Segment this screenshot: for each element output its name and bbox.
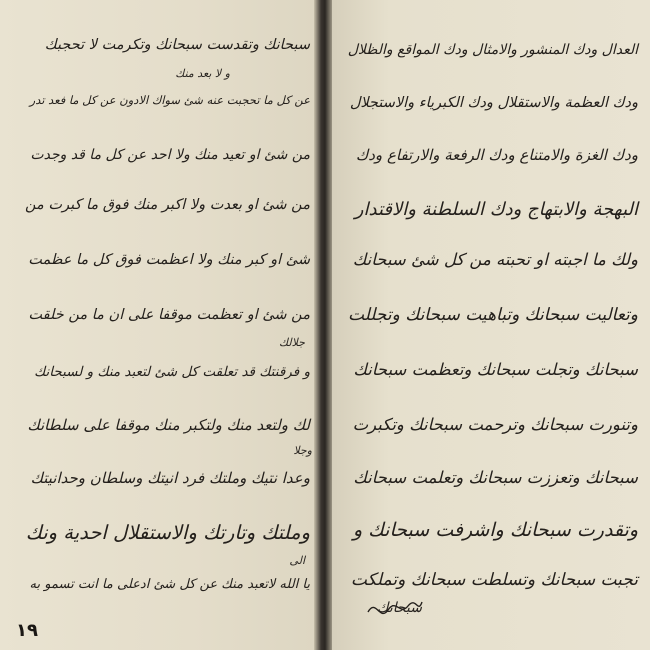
left-line-7: و فرقنتك قد تعلقت كل شئ لتعبد منك و لسبحانك xyxy=(34,364,310,380)
right-line-5: ولك ما اجبته او تحبته من كل شئ سبحانك xyxy=(352,250,638,269)
right-line-7: سبحانك وتجلت سبحانك وتعظمت سبحانك xyxy=(353,360,638,379)
gloss-4: الى xyxy=(289,554,305,567)
left-line-8: لك ولتعد منك ولتكبر منك موقفا على سلطانك xyxy=(27,416,310,434)
right-line-6: وتعاليت سبحانك وتباهيت سبحانك وتجللت xyxy=(347,305,638,325)
left-line-5: شئ او كبر منك ولا اعظمت فوق كل ما عظمت xyxy=(28,252,310,268)
left-line-1: سبحانك وتقدست سبحانك وتكرمت لا تحجبك xyxy=(44,37,310,53)
right-line-11: تجبت سبحانك وتسلطت سبحانك وتملكت xyxy=(350,570,638,590)
left-line-10: وملتك وتارتك والاستقلال احدية ونك xyxy=(25,521,310,544)
gloss-2: جلالك xyxy=(279,336,305,349)
left-line-3: من شئ او تعيد منك ولا احد عن كل ما قد وجدت xyxy=(30,147,310,163)
right-line-1: العدال ودك المنشور والامثال ودك المواقع والظلال xyxy=(347,42,638,58)
book-gutter xyxy=(314,0,334,650)
right-line-9: سبحانك وتعززت سبحانك وتعلمت سبحانك xyxy=(353,468,638,487)
left-line-9: وعدا نتيك وملتك فرد انيتك وسلطان وحدانيتك xyxy=(30,469,310,487)
right-line-10: وتقدرت سبحانك واشرفت سبحانك و xyxy=(352,519,638,541)
left-line-6: من شئ او تعظمت موقفا على ان ما من خلقت xyxy=(28,307,310,323)
left-line-2: عن كل ما تحجبت عنه شئ سواك الادون عن كل ما فعد تدر xyxy=(29,93,310,107)
right-line-2: ودك العظمة والاستقلال ودك الكبرياء والاستجلال xyxy=(349,95,638,111)
catchword: سبحانك xyxy=(377,600,422,616)
left-line-11: يا الله لاتعبد منك عن كل شئ ادعلى ما انت تسمو به xyxy=(29,577,310,592)
catchword-flourish xyxy=(364,592,424,626)
gloss-1: و لا بعد منك xyxy=(175,67,230,80)
right-line-3: ودك الغزة والامتناع ودك الرفعة والارتفاع ودك xyxy=(355,146,638,164)
gloss-3: وجلا xyxy=(293,444,312,457)
page-number: ١٩ xyxy=(16,620,38,641)
right-line-4: البهجة والابتهاج ودك السلطنة والاقتدار xyxy=(354,199,638,220)
left-line-4: من شئ او بعدت ولا اكبر منك فوق ما كبرت من xyxy=(25,197,310,213)
right-line-8: وتنورت سبحانك وترحمت سبحانك وتكبرت xyxy=(352,415,638,434)
